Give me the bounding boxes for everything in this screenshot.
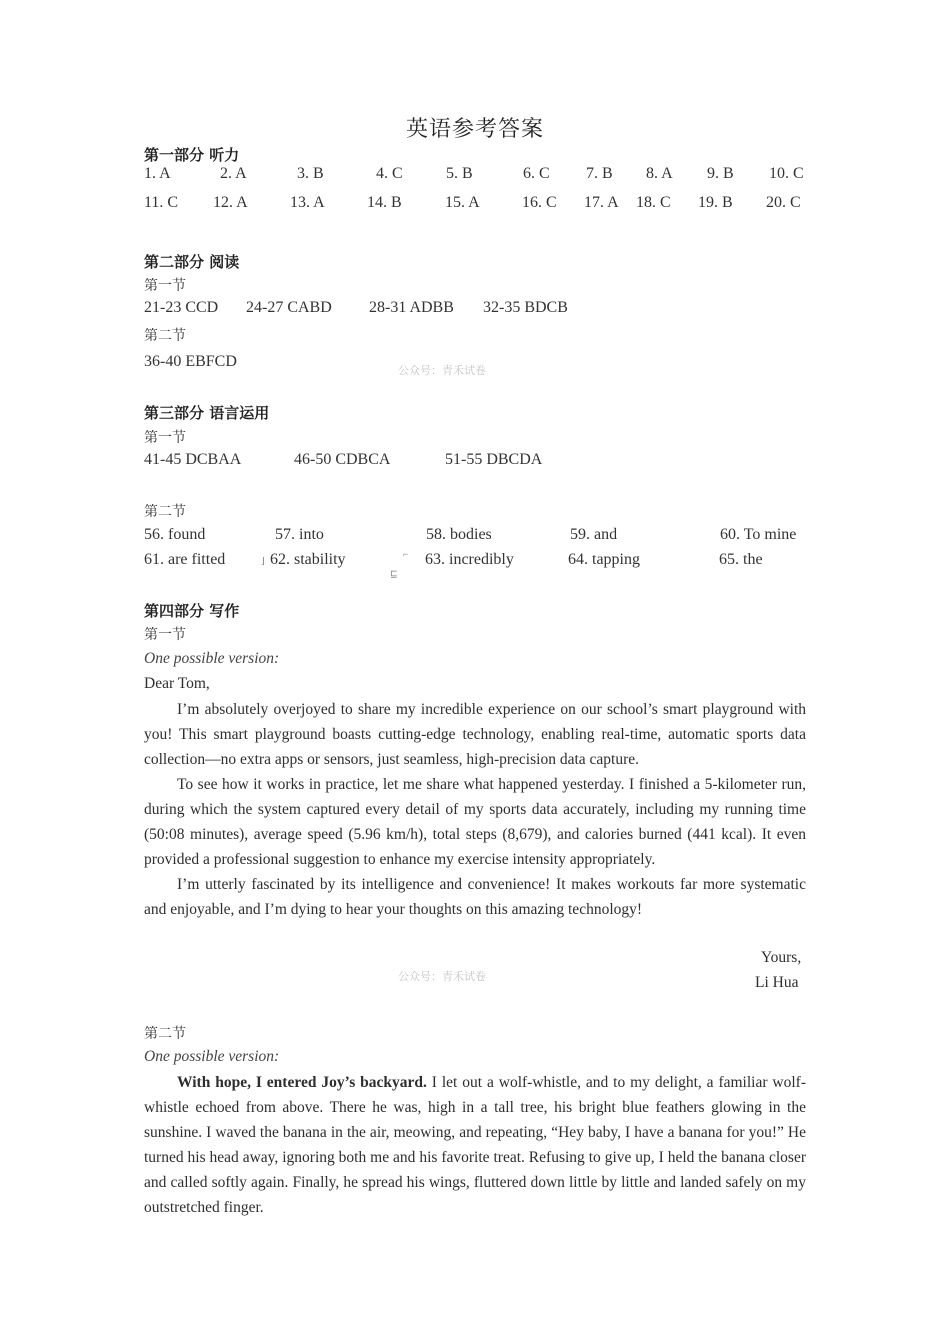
letter-paragraph: I’m absolutely overjoyed to share my incredible experience on our school’s smart playground with you! This smart playground boasts cutting-edge technology, enabling real-time, automatic sports data collection—no extra apps or sensors, just seamless, high-precision data capture. (144, 701, 806, 768)
part3-section1-label: 第一节 (144, 430, 186, 446)
version-label: One possible version: (144, 650, 280, 667)
answer-item: 20. C (766, 194, 801, 211)
answer-item: 6. C (523, 165, 550, 182)
answer-item: 15. A (445, 194, 480, 211)
story-paragraph (144, 1070, 806, 1220)
answer-group: 28-31 ADBB (369, 299, 454, 316)
answer-group: 24-27 CABD (246, 299, 332, 316)
scan-mark: ⌋ (261, 556, 265, 566)
answer-item: 64. tapping (568, 551, 640, 568)
scan-mark: ⌐ (403, 549, 409, 559)
letter-paragraph: I’m utterly fascinated by its intelligence and convenience! It makes workouts far more systematic and enjoyable, and I’m dying to hear your thoughts on this amazing technology! (144, 876, 806, 918)
answer-item: 5. B (446, 165, 473, 182)
answer-item: 4. C (376, 165, 403, 182)
letter-paragraph: To see how it works in practice, let me share what happened yesterday. I finished a 5-kilometer run, during which the system captured every detail of my sports data accurately, including my running time (50:08 minutes), average speed (5.96 km/h), total steps (8,679), and calories burned (441 kcal). It even provided a professional suggestion to enhance my exercise intensity appropriately. (144, 776, 806, 868)
answer-item: 7. B (586, 165, 613, 182)
answer-item: 14. B (367, 194, 402, 211)
answer-item: 2. A (220, 165, 247, 182)
letter-body (144, 697, 806, 922)
answer-group: 46-50 CDBCA (294, 451, 391, 468)
part3-section2-label: 第二节 (144, 504, 186, 520)
part4-section1-label: 第一节 (144, 627, 186, 643)
answer-item: 1. A (144, 165, 171, 182)
answer-item: 59. and (570, 526, 618, 543)
story-text: I let out a wolf-whistle, and to my delight, a familiar wolf-whistle echoed from above. There he was, high in a tall tree, his bright blue feathers glowing in the sunshine. I waved the banana in the air, meowing, and repeating, “Hey baby, I have a banana for you!” He turned his head away, ignoring both me and his favorite treat. Refusing to give up, I held the banana closer and called softly again. Finally, he spread his wings, fluttered down little by little and landed safely on my outstretched finger. (144, 1074, 806, 1216)
answer-group: 36-40 EBFCD (144, 353, 237, 370)
answer-item: 12. A (213, 194, 248, 211)
part4-heading: 第四部分 写作 (144, 602, 240, 620)
answer-item: 10. C (769, 165, 804, 182)
answer-item: 56. found (144, 526, 206, 543)
answer-item: 9. B (707, 165, 734, 182)
answer-item: 18. C (636, 194, 671, 211)
answer-group: 41-45 DCBAA (144, 451, 242, 468)
part4-section2-label: 第二节 (144, 1026, 186, 1042)
story-lead: With hope, I entered Joy’s backyard. (177, 1074, 427, 1091)
story-body (144, 1070, 806, 1220)
answer-item: 65. the (719, 551, 763, 568)
answer-item: 58. bodies (426, 526, 492, 543)
page-title: 英语参考答案 (405, 117, 544, 142)
answer-item: 60. To mine (720, 526, 797, 543)
answer-group: 21-23 CCD (144, 299, 219, 316)
part1-heading: 第一部分 听力 (144, 146, 240, 164)
answer-item: 17. A (584, 194, 619, 211)
answer-group: 32-35 BDCB (483, 299, 568, 316)
answer-item: 63. incredibly (425, 551, 514, 568)
answer-item: 13. A (290, 194, 325, 211)
letter-closing: Yours, (761, 949, 802, 966)
answer-item: 61. are fitted (144, 551, 226, 568)
answer-item: 62. stability (270, 551, 346, 568)
letter-signature: Li Hua (755, 974, 799, 991)
answer-item: 57. into (275, 526, 324, 543)
scan-mark: ⊑ (390, 569, 398, 579)
part2-heading: 第二部分 阅读 (144, 253, 240, 271)
version-label: One possible version: (144, 1048, 280, 1065)
part2-section2-label: 第二节 (144, 328, 186, 344)
part3-heading: 第三部分 语言运用 (144, 404, 270, 422)
answer-item: 11. C (144, 194, 179, 211)
letter-salutation: Dear Tom, (144, 675, 210, 692)
part2-section1-label: 第一节 (144, 278, 186, 294)
watermark: 公众号：青禾试卷 (398, 970, 486, 983)
watermark: 公众号：青禾试卷 (398, 364, 486, 377)
answer-item: 3. B (297, 165, 324, 182)
answer-item: 8. A (646, 165, 673, 182)
answer-item: 19. B (698, 194, 733, 211)
answer-group: 51-55 DBCDA (445, 451, 543, 468)
answer-item: 16. C (522, 194, 557, 211)
